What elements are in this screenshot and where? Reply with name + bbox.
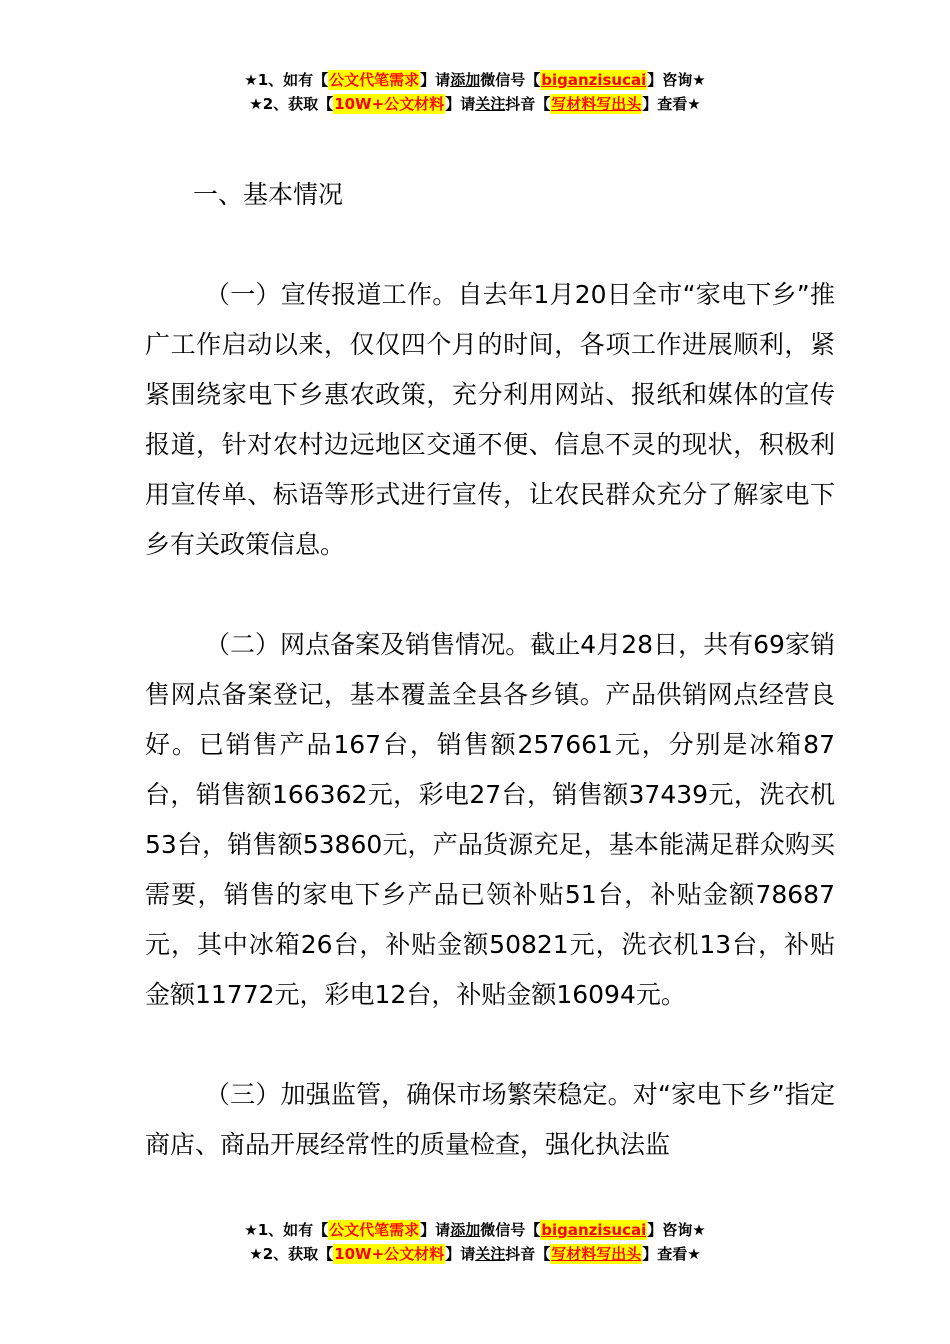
promo-line-2	[0, 1242, 950, 1266]
paragraph-publicity: （一）宣传报道工作。自去年1月20日全市“家电下乡”推广工作启动以来，仅仅四个月的时间，各项工作进展顺利，紧紧围绕家电下乡惠农政策，充分利用网站、报纸和媒体的宣传报道，针对农村边远地区交通不便、信息不灵的现状，积极利用宣传单、标语等形式进行宣传，让农民群众充分了解家电下乡有关政策信息。	[145, 280, 835, 559]
section-heading: 一、基本情况	[193, 180, 344, 209]
highlight-service: 公文代笔需求	[329, 1221, 420, 1239]
promo-text: 】咨询★	[647, 1221, 706, 1239]
document-body	[145, 170, 835, 1220]
promo-banner-top	[0, 68, 950, 116]
promo-text: 】请	[420, 1221, 451, 1239]
promo-line-1	[0, 68, 950, 92]
promo-text: ★1、如有【	[244, 71, 329, 89]
promo-underlined: 关注	[475, 1245, 506, 1263]
paragraph-supervision: （三）加强监管，确保市场繁荣稳定。对“家电下乡”指定商店、商品开展经常性的质量检查，强化执法监	[145, 1080, 835, 1159]
highlight-douyin-account: 写材料写出头	[551, 1245, 642, 1263]
highlight-wechat-id: biganzisucai	[541, 71, 647, 89]
promo-line-2	[0, 92, 950, 116]
promo-text: ★1、如有【	[244, 1221, 329, 1239]
promo-text: 】请	[420, 71, 451, 89]
promo-text: 微信号【	[480, 71, 541, 89]
promo-underlined: 添加	[450, 71, 481, 89]
promo-banner-bottom	[0, 1218, 950, 1266]
highlight-service: 公文代笔需求	[329, 71, 420, 89]
promo-text: 】查看★	[642, 95, 701, 113]
promo-text: 】请	[445, 1245, 476, 1263]
promo-text: 】查看★	[642, 1245, 701, 1263]
promo-text: ★2、获取【	[249, 1245, 334, 1263]
promo-text: ★2、获取【	[249, 95, 334, 113]
promo-text: 微信号【	[480, 1221, 541, 1239]
highlight-materials: 10W+公文材料	[334, 95, 445, 113]
promo-underlined: 关注	[475, 95, 506, 113]
promo-underlined: 添加	[450, 1221, 481, 1239]
promo-text: 抖音【	[505, 95, 551, 113]
promo-text: 】请	[445, 95, 476, 113]
promo-text: 抖音【	[505, 1245, 551, 1263]
highlight-douyin-account: 写材料写出头	[551, 95, 642, 113]
promo-line-1	[0, 1218, 950, 1242]
promo-text: 】咨询★	[647, 71, 706, 89]
highlight-materials: 10W+公文材料	[334, 1245, 445, 1263]
highlight-wechat-id: biganzisucai	[541, 1221, 647, 1239]
paragraph-sales: （二）网点备案及销售情况。截止4月28日，共有69家销售网点备案登记，基本覆盖全县各乡镇。产品供销网点经营良好。已销售产品167台，销售额257661元，分别是冰箱87台，销售额166362元，彩电27台，销售额37439元，洗衣机53台，销售额53860元，产品货源充足，基本能满足群众购买需要，销售的家电下乡产品已领补贴51台，补贴金额78687元，其中冰箱26台，补贴金额50821元，洗衣机13台，补贴金额11772元，彩电12台，补贴金额16094元。	[145, 630, 835, 1009]
